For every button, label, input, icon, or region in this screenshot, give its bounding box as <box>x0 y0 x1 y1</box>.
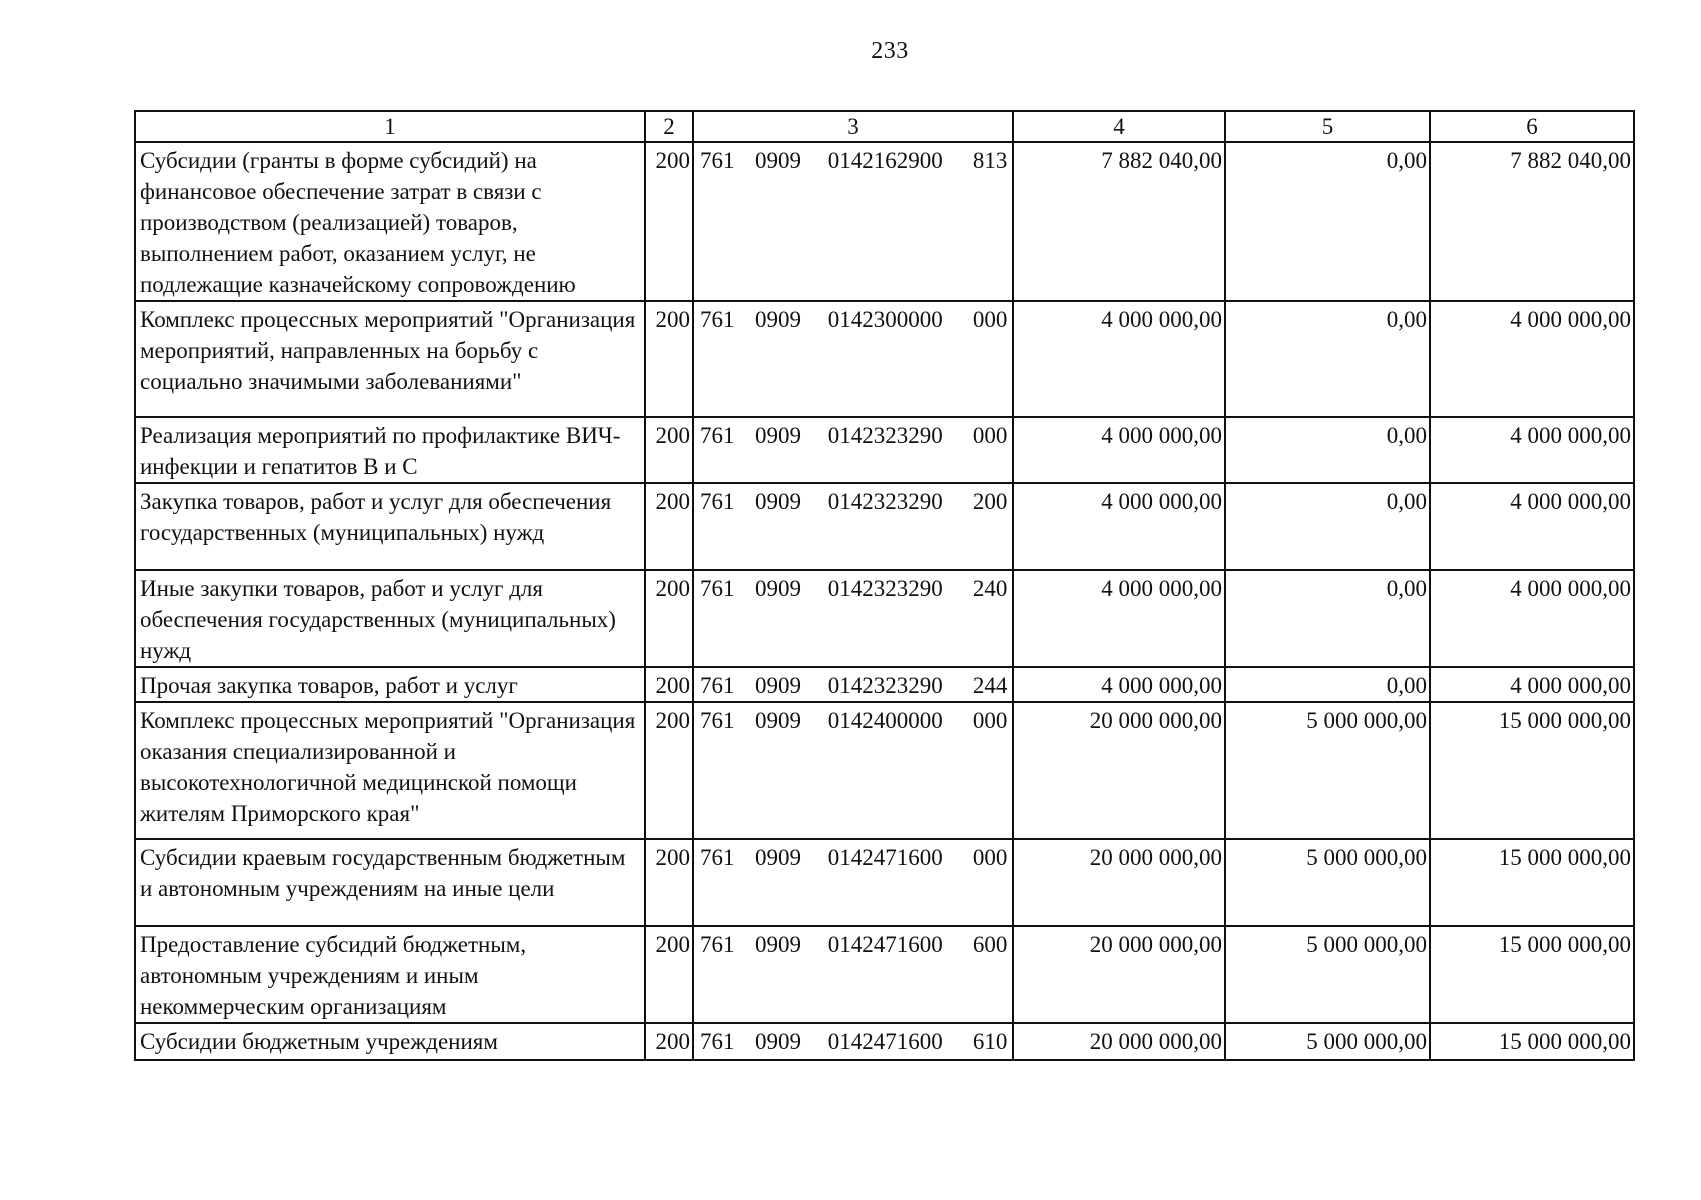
table-row <box>135 702 1634 839</box>
row-col6: 4 000 000,00 <box>1430 570 1634 667</box>
code-vr: 200 <box>972 489 1008 514</box>
row-code-cell <box>693 570 1013 667</box>
row-col5: 0,00 <box>1225 570 1430 667</box>
column-header: 4 <box>1013 111 1225 142</box>
row-col6: 4 000 000,00 <box>1430 667 1634 702</box>
column-header: 5 <box>1225 111 1430 142</box>
table-row <box>135 142 1634 301</box>
code-rz: 0909 <box>755 307 801 332</box>
row-code-cell <box>693 301 1013 417</box>
code-vr: 000 <box>972 307 1008 332</box>
row-col2: 200 <box>645 702 693 839</box>
row-col2: 200 <box>645 1023 693 1060</box>
code-csr: 0142323290 <box>827 423 943 448</box>
row-code-cell <box>693 667 1013 702</box>
code-ppp: 761 <box>700 708 735 733</box>
row-col5: 0,00 <box>1225 301 1430 417</box>
row-name: Субсидии бюджетным учреждениям <box>135 1023 645 1060</box>
code-vr: 000 <box>972 845 1008 870</box>
row-code-cell <box>693 702 1013 839</box>
row-col4: 20 000 000,00 <box>1013 702 1225 839</box>
code-vr: 610 <box>972 1029 1008 1054</box>
table-row <box>135 926 1634 1023</box>
row-code-cell <box>693 926 1013 1023</box>
code-csr: 0142323290 <box>827 673 943 698</box>
row-name: Комплекс процессных мероприятий "Организация мероприятий, направленных на борьбу с социально значимыми заболеваниями" <box>135 301 645 417</box>
code-vr: 240 <box>972 576 1008 601</box>
row-col4: 4 000 000,00 <box>1013 301 1225 417</box>
row-col6: 15 000 000,00 <box>1430 926 1634 1023</box>
row-name: Закупка товаров, работ и услуг для обеспечения государственных (муниципальных) нужд <box>135 483 645 570</box>
code-ppp: 761 <box>700 148 735 173</box>
budget-table <box>134 110 1635 1061</box>
row-code-cell <box>693 839 1013 926</box>
code-csr: 0142471600 <box>827 1029 943 1054</box>
row-col4: 20 000 000,00 <box>1013 839 1225 926</box>
row-name: Иные закупки товаров, работ и услуг для обеспечения государственных (муниципальных) нужд <box>135 570 645 667</box>
code-rz: 0909 <box>755 148 801 173</box>
row-col5: 5 000 000,00 <box>1225 702 1430 839</box>
row-col5: 5 000 000,00 <box>1225 1023 1430 1060</box>
row-col2: 200 <box>645 926 693 1023</box>
code-rz: 0909 <box>755 423 801 448</box>
code-ppp: 761 <box>700 576 735 601</box>
row-col4: 4 000 000,00 <box>1013 667 1225 702</box>
row-col2: 200 <box>645 142 693 301</box>
code-vr: 000 <box>972 708 1008 733</box>
table-row <box>135 483 1634 570</box>
row-name: Субсидии (гранты в форме субсидий) на финансовое обеспечение затрат в связи с производством (реализацией) товаров, выполнением работ, оказанием услуг, не подлежащие казначейскому сопровождению <box>135 142 645 301</box>
row-col6: 4 000 000,00 <box>1430 483 1634 570</box>
row-code-cell <box>693 417 1013 483</box>
row-col6: 15 000 000,00 <box>1430 702 1634 839</box>
code-ppp: 761 <box>700 845 735 870</box>
column-header: 3 <box>693 111 1013 142</box>
column-number-row <box>135 111 1634 142</box>
code-csr: 0142323290 <box>827 489 943 514</box>
row-col5: 0,00 <box>1225 483 1430 570</box>
column-header: 1 <box>135 111 645 142</box>
table-row <box>135 1023 1634 1060</box>
code-rz: 0909 <box>755 576 801 601</box>
row-name: Прочая закупка товаров, работ и услуг <box>135 667 645 702</box>
row-col4: 7 882 040,00 <box>1013 142 1225 301</box>
column-header: 6 <box>1430 111 1634 142</box>
code-csr: 0142300000 <box>827 307 943 332</box>
row-col4: 20 000 000,00 <box>1013 926 1225 1023</box>
table-row <box>135 570 1634 667</box>
row-col5: 5 000 000,00 <box>1225 839 1430 926</box>
row-col6: 15 000 000,00 <box>1430 839 1634 926</box>
code-ppp: 761 <box>700 423 735 448</box>
row-code-cell <box>693 1023 1013 1060</box>
row-col2: 200 <box>645 301 693 417</box>
table-row <box>135 417 1634 483</box>
row-col6: 7 882 040,00 <box>1430 142 1634 301</box>
row-col6: 4 000 000,00 <box>1430 417 1634 483</box>
code-ppp: 761 <box>700 307 735 332</box>
row-code-cell <box>693 483 1013 570</box>
row-col2: 200 <box>645 839 693 926</box>
code-rz: 0909 <box>755 708 801 733</box>
code-rz: 0909 <box>755 673 801 698</box>
code-rz: 0909 <box>755 845 801 870</box>
code-csr: 0142471600 <box>827 845 943 870</box>
code-rz: 0909 <box>755 489 801 514</box>
row-col2: 200 <box>645 417 693 483</box>
code-csr: 0142471600 <box>827 932 943 957</box>
row-code-cell <box>693 142 1013 301</box>
code-ppp: 761 <box>700 489 735 514</box>
column-header: 2 <box>645 111 693 142</box>
row-col5: 0,00 <box>1225 142 1430 301</box>
row-col6: 4 000 000,00 <box>1430 301 1634 417</box>
code-ppp: 761 <box>700 932 735 957</box>
row-col4: 4 000 000,00 <box>1013 417 1225 483</box>
code-vr: 600 <box>972 932 1008 957</box>
table-row <box>135 839 1634 926</box>
row-col5: 5 000 000,00 <box>1225 926 1430 1023</box>
row-name: Реализация мероприятий по профилактике ВИЧ-инфекции и гепатитов В и С <box>135 417 645 483</box>
row-col4: 20 000 000,00 <box>1013 1023 1225 1060</box>
table-row <box>135 667 1634 702</box>
row-col6: 15 000 000,00 <box>1430 1023 1634 1060</box>
code-vr: 813 <box>972 148 1008 173</box>
row-col2: 200 <box>645 570 693 667</box>
row-col2: 200 <box>645 667 693 702</box>
page-number: 233 <box>871 38 909 64</box>
code-vr: 244 <box>972 673 1008 698</box>
row-name: Субсидии краевым государственным бюджетным и автономным учреждениям на иные цели <box>135 839 645 926</box>
row-col4: 4 000 000,00 <box>1013 570 1225 667</box>
table-row <box>135 301 1634 417</box>
row-col5: 0,00 <box>1225 667 1430 702</box>
row-col2: 200 <box>645 483 693 570</box>
code-ppp: 761 <box>700 1029 735 1054</box>
code-rz: 0909 <box>755 932 801 957</box>
code-vr: 000 <box>972 423 1008 448</box>
code-csr: 0142162900 <box>827 148 943 173</box>
code-rz: 0909 <box>755 1029 801 1054</box>
row-col5: 0,00 <box>1225 417 1430 483</box>
code-csr: 0142323290 <box>827 576 943 601</box>
row-name: Комплекс процессных мероприятий "Организация оказания специализированной и высокотехнологичной медицинской помощи жителям Приморского края" <box>135 702 645 839</box>
row-name: Предоставление субсидий бюджетным, автономным учреждениям и иным некоммерческим организациям <box>135 926 645 1023</box>
code-ppp: 761 <box>700 673 735 698</box>
row-col4: 4 000 000,00 <box>1013 483 1225 570</box>
code-csr: 0142400000 <box>827 708 943 733</box>
